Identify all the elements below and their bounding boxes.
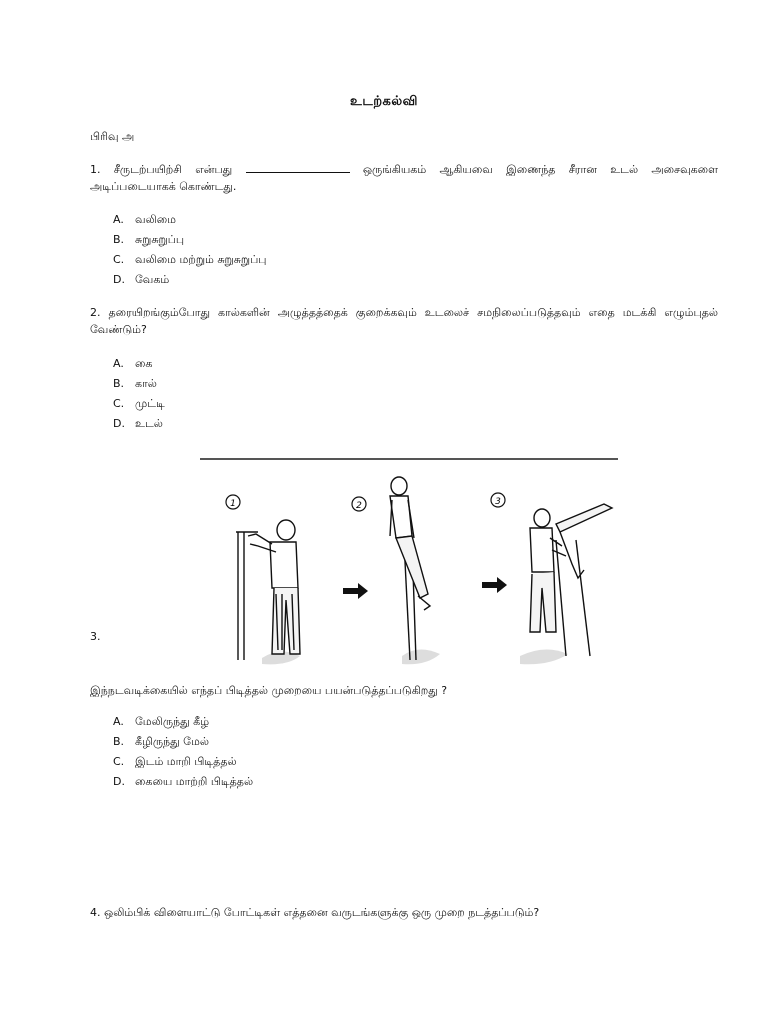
- option-c[interactable]: C. முட்டி: [113, 397, 165, 410]
- question-3-options: [113, 712, 253, 792]
- question-3-number: 3.: [90, 630, 101, 643]
- bar-exercise-illustration: [200, 460, 618, 668]
- figure-step-1: [236, 520, 300, 660]
- question-4: 4. ஒலிம்பிக் விளையாட்டு போட்டிகள் எத்தனை வருடங்களுக்கு ஒரு முறை நடத்தப்படும்?: [90, 906, 540, 919]
- option-a[interactable]: A. கை: [113, 357, 153, 370]
- section-label: பிரிவு அ: [90, 130, 135, 143]
- step-2-badge: [352, 497, 366, 511]
- svg-text:1: 1: [230, 499, 236, 509]
- question-2-options: [113, 354, 165, 434]
- question-1-text-after: ஒருங்கியகம் ஆகியவை இணைந்த சீரான உடல் அசைவுகளை அடிப்படையாகக் கொண்டது.: [90, 163, 718, 193]
- option-b[interactable]: B. கால்: [113, 377, 157, 390]
- option-d[interactable]: D. கையை மாற்றி பிடித்தல்: [113, 775, 254, 788]
- option-b[interactable]: B. சுறுசுறுப்பு: [113, 233, 185, 246]
- question-1-options: [113, 210, 266, 290]
- page-title: உடற்கல்வி: [350, 94, 418, 109]
- question-1-text-before: 1. சீருடற்பயிற்சி என்பது: [90, 163, 233, 176]
- figure-step-2: [390, 477, 430, 660]
- arrow-right-icon: [482, 577, 507, 593]
- question-1: [90, 161, 718, 195]
- question-3: இந்நடவடிக்கையில் எந்தப் பிடித்தல் முறையை பயன்படுத்தப்படுகிறது ?: [90, 684, 448, 697]
- option-d[interactable]: D. உடல்: [113, 417, 163, 430]
- option-d[interactable]: D. வேகம்: [113, 273, 170, 286]
- option-b[interactable]: B. கீழிருந்து மேல்: [113, 735, 209, 748]
- svg-text:3: 3: [495, 497, 501, 507]
- step-3-badge: [491, 493, 505, 507]
- option-c[interactable]: C. வலிமை மற்றும் சுறுசுறுப்பு: [113, 253, 267, 266]
- option-a[interactable]: A. மேலிருந்து கீழ்: [113, 715, 210, 728]
- svg-text:2: 2: [356, 501, 362, 511]
- question-2: 2. தரையிறங்கும்போது கால்களின் அழுத்தத்தைக் குறைக்கவும் உடலைச் சமநிலைப்படுத்தவும் எதை மடக்கி எழும்புதல் வேண்டும்?: [90, 306, 718, 336]
- option-a[interactable]: A. வலிமை: [113, 213, 176, 226]
- arrow-right-icon: [343, 583, 368, 599]
- gymnastics-figure: [200, 458, 618, 668]
- answer-blank: [246, 162, 350, 173]
- step-1-badge: [226, 495, 240, 509]
- figure-step-3: [530, 504, 612, 656]
- option-c[interactable]: C. இடம் மாறி பிடித்தல்: [113, 755, 237, 768]
